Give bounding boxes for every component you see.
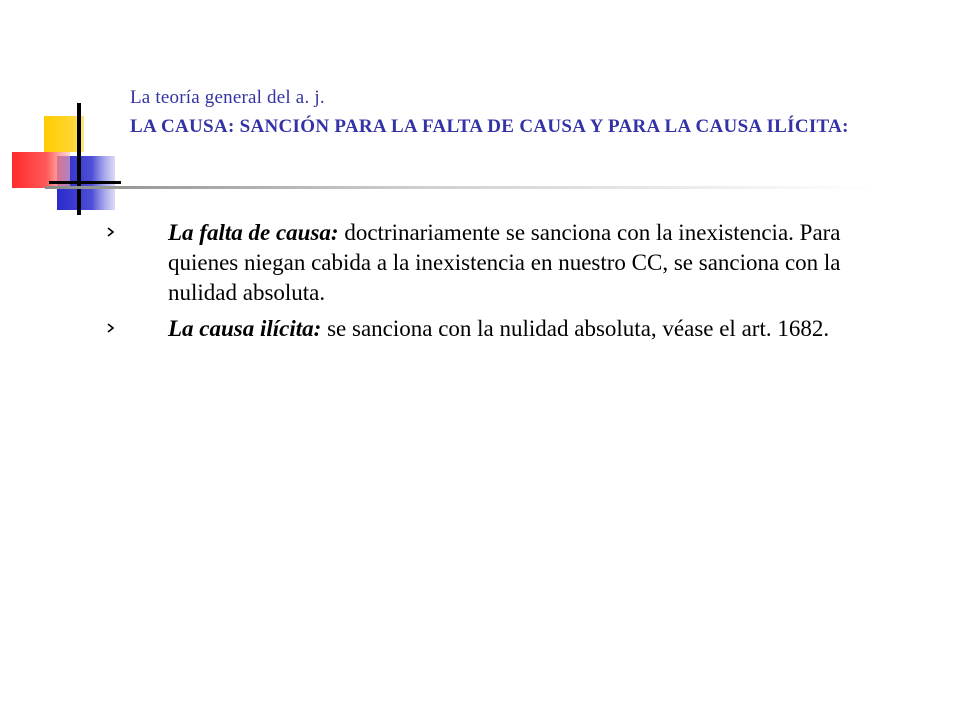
arrowhead-bullet-icon [106,321,116,335]
bullet-list [106,218,906,350]
color-blocks-decoration [0,0,140,230]
slide-title [130,86,930,138]
title-divider [45,186,875,189]
bullet-text: doctrinariamente se sanciona con la inexistencia. Para quienes niegan cabida a la inexistencia en nuestro CC, se sanciona con la nulidad absoluta. [168,220,841,305]
bullet-item-falta-de-causa [106,218,906,308]
bullet-term: La falta de causa: [168,220,339,245]
arrowhead-bullet-icon [106,225,116,239]
bullet-term: La causa ilícita: [168,316,322,341]
title-line-1: La teoría general del a. j. [130,87,325,108]
bullet-text: se sanciona con la nulidad absoluta, véase el art. 1682. [321,316,830,341]
title-line-2: LA CAUSA: SANCIÓN PARA LA FALTA DE CAUSA Y PARA LA CAUSA ILÍCITA: [130,116,849,137]
bullet-item-causa-ilicita [106,314,906,344]
